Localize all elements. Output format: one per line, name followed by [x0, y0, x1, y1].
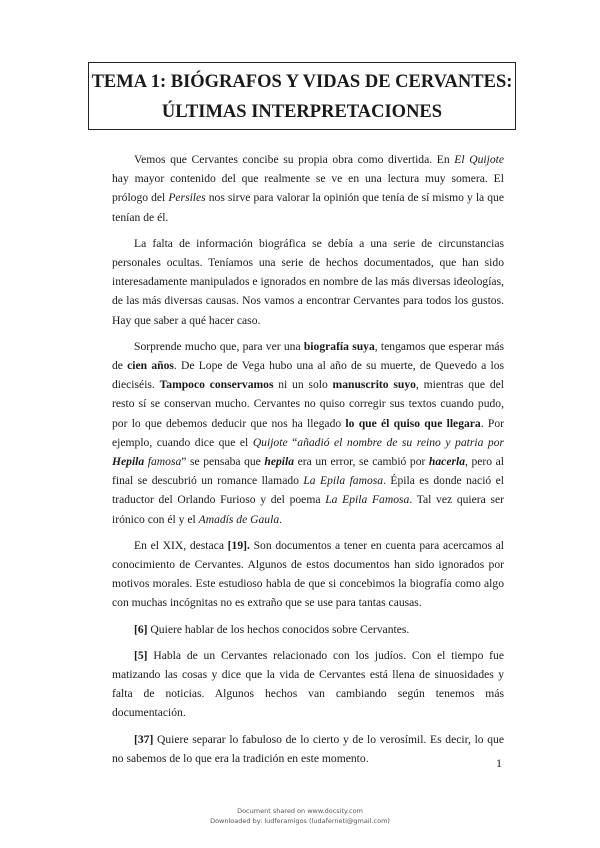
footer-downloaded-line: Downloaded by: ludferamigos (ludaferneti@gmail.com): [210, 817, 390, 825]
text-run: . Tal vez quiera ser irónico con él y el: [112, 493, 505, 526]
paragraph-4: [112, 536, 504, 613]
text-run: “: [287, 435, 298, 449]
bold-text: cien años: [127, 359, 174, 373]
text-run: hay mayor contenido del que realmente se ve en una lectura muy somera. El prólogo del: [112, 172, 504, 205]
reference-number: [6]: [134, 622, 148, 636]
text-run: Quiere hablar de los hechos conocidos sobre Cervantes.: [147, 622, 410, 636]
page-number: 1: [496, 756, 502, 770]
text-run: era un error, se cambió por: [294, 455, 429, 469]
paragraph-2: [112, 234, 504, 330]
paragraph-1: [112, 150, 504, 227]
text-run: .: [279, 512, 283, 526]
text-run: nos sirve para valorar la opinión que tenía de sí mismo y la que tenían de él.: [112, 191, 504, 224]
reference-number: [5]: [134, 648, 148, 662]
paragraph-3: [112, 337, 504, 529]
footer-shared-line: Document shared on www.docsity.com: [237, 807, 363, 815]
text-run: , pero al final se descubrió un romance llamado: [112, 455, 504, 488]
italic-title: El Quijote: [454, 153, 504, 166]
body-text: [112, 150, 504, 775]
bold-italic-text: hepila: [264, 455, 295, 469]
text-run: . Épila es donde nació el traductor del Orlando Furioso y del poema: [112, 474, 504, 507]
italic-title: Quijote: [252, 435, 288, 449]
text-run: , tengamos que esperar más de: [112, 339, 504, 373]
text-run: Vemos que Cervantes concibe su propia obra como divertida. En: [134, 153, 455, 166]
bold-italic-text: hacerla: [428, 455, 465, 469]
reference-number: [37]: [134, 732, 154, 746]
text-run: . Por ejemplo, cuando dice que el: [112, 416, 504, 449]
text-run: , mientras que del resto sí se conservan mucho. Cervantes no quiso corregir sus textos cuando pudo, por lo que debemos deducir que nos ha llegado: [112, 378, 504, 430]
text-run: La falta de información biográfica se debía a una serie de circunstancias personales ocultas. Teníamos una serie de hechos documentados, que han sido interesadamente manipulados e ignorados en nombre de las más diversas ideologías, de las más diversas causas. Nos vamos a encontrar Cervantes para todos los gustos. Hay que saber a qué hacer caso.: [112, 236, 504, 327]
title-line-2: ÚLTIMAS INTERPRETACIONES: [161, 102, 443, 122]
reference-number: [19].: [227, 538, 250, 552]
text-run: Habla de un Cervantes relacionado con los judíos. Con el tiempo fue matizando las cosas y dice que la vida de Cervantes está llena de sinuosidades y falta de noticias. Algunos hechos van cambiando según tenemos más documentación.: [112, 648, 504, 720]
bold-text: lo que él quiso que llegara: [345, 416, 481, 430]
text-run: . De Lope de Vega hubo una al año de su muerte, de Quevedo a los dieciséis.: [112, 359, 505, 392]
paragraph-5: [112, 620, 504, 639]
italic-title: La Epila famosa: [303, 474, 384, 488]
bold-italic-text: Hepila: [112, 455, 145, 469]
text-run: Quiere separar lo fabuloso de lo cierto y de lo verosímil. Es decir, lo que no sabemos de lo que era la tradición en este momento.: [112, 732, 504, 765]
italic-title: La Epila Famosa: [325, 493, 410, 507]
italic-quote: añadió el nombre de su reino y patria por: [297, 435, 505, 449]
bold-text: manuscrito suyo: [332, 378, 416, 392]
italic-title: Amadís de Gaula: [198, 512, 280, 526]
text-run: ni un solo: [273, 378, 333, 392]
title-line-1: TEMA 1: BIÓGRAFOS Y VIDAS DE CERVANTES:: [91, 72, 513, 92]
text-run: ” se pensaba que: [181, 455, 265, 469]
paragraph-7: [112, 730, 504, 768]
italic-quote: famosa: [144, 455, 182, 469]
bold-text: biografía suya: [303, 339, 375, 353]
paragraph-6: [112, 646, 504, 723]
italic-title: Persiles: [168, 191, 206, 205]
title-box: [88, 62, 516, 130]
text-run: Son documentos a tener en cuenta para acercamos al conocimiento de Cervantes. Algunos de estos documentos han sido ignorados por motivos morales. Este estudioso habla de que si concebimos la biografía como algo con muchas incógnitas no es extraño que se use para tantas causas.: [112, 538, 504, 610]
bold-text: Tampoco conservamos: [159, 378, 274, 392]
text-run: En el XIX, destaca: [134, 538, 228, 552]
text-run: Sorprende mucho que, para ver una: [134, 339, 304, 353]
